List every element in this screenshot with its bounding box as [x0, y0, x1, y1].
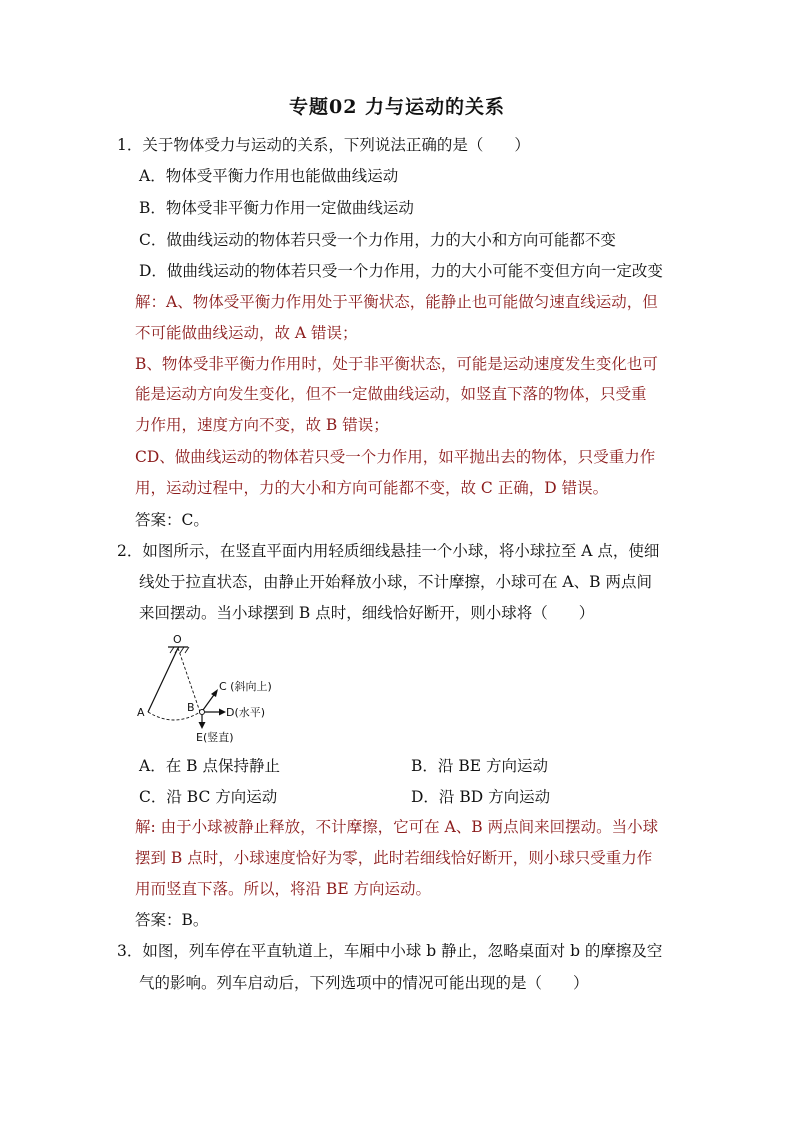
question-1-solution-line: CD、做曲线运动的物体若只受一个力作用，如平抛出去的物体，只受重力作 — [135, 448, 656, 466]
string-line — [148, 648, 178, 712]
question-2-option-d: D．沿 BD 方向运动 — [411, 788, 551, 806]
question-2-solution-line: 用而竖直下落。所以，将沿 BE 方向运动。 — [135, 880, 432, 898]
page-title: 专题02 力与运动的关系 — [288, 96, 506, 118]
question-3-stem-line: 气的影响。列车启动后，下列选项中的情况可能出现的是（ ） — [139, 974, 589, 992]
question-1-option-a: A．物体受平衡力作用也能做曲线运动 — [139, 167, 399, 185]
label-o: O — [173, 633, 182, 646]
question-1-stem: 1．关于物体受力与运动的关系，下列说法正确的是（ ） — [117, 136, 530, 154]
question-1-solution-line: 不可能做曲线运动，故 A 错误； — [135, 324, 358, 342]
question-1-answer: 答案：C。 — [135, 511, 209, 529]
question-1-solution-line: 能是运动方向发生变化，但不一定做曲线运动，如竖直下落的物体，只受重 — [135, 385, 647, 403]
arrow-head-d — [219, 709, 226, 716]
question-1-option-b: B．物体受非平衡力作用一定做曲线运动 — [139, 199, 414, 217]
question-2-stem-line: 2．如图所示，在竖直平面内用轻质细线悬挂一个小球，将小球拉至 A 点，使细 — [117, 542, 660, 560]
question-1-solution-line: 力作用，速度方向不变，故 B 错误； — [135, 416, 389, 434]
question-1-solution-line: B、物体受非平衡力作用时，处于非平衡状态，可能是运动速度发生变化也可 — [135, 355, 658, 373]
question-1-solution-line: 用，运动过程中，力的大小和方向可能都不变，故 C 正确，D 错误。 — [135, 479, 609, 497]
question-2-solution-line: 摆到 B 点时，小球速度恰好为零，此时若细线恰好断开，则小球只受重力作 — [135, 849, 653, 867]
ceiling-hatch — [170, 647, 189, 653]
question-2-option-a: A．在 B 点保持静止 — [139, 757, 280, 775]
question-2-option-b: B．沿 BE 方向运动 — [411, 757, 548, 775]
question-1-option-d: D．做曲线运动的物体若只受一个力作用，力的大小可能不变但方向一定改变 — [139, 262, 663, 280]
question-2-option-c: C．沿 BC 方向运动 — [139, 788, 278, 806]
question-2-stem-line: 来回摆动。当小球摆到 B 点时，细线恰好断开，则小球将（ ） — [139, 604, 595, 622]
label-d: D(水平) — [226, 706, 266, 719]
label-a: A — [137, 706, 145, 719]
question-2-stem-line: 线处于拉直状态，由静止开始释放小球，不计摩擦，小球可在 A、B 两点间 — [139, 573, 652, 591]
pendulum-diagram — [126, 628, 296, 754]
question-2-answer: 答案：B。 — [135, 911, 209, 929]
ball — [200, 710, 205, 715]
arrow-head-c — [211, 689, 218, 697]
label-b: B — [187, 701, 195, 714]
question-1-solution-line: 解：A、物体受平衡力作用处于平衡状态，能静止也可能做匀速直线运动，但 — [135, 293, 658, 311]
question-3-stem-line: 3．如图，列车停在平直轨道上，车厢中小球 b 静止，忽略桌面对 b 的摩擦及空 — [117, 942, 663, 960]
question-2-solution-line: 解: 由于小球被静止释放，不计摩擦，它可在 A、B 两点间来回摆动。当小球 — [135, 818, 659, 836]
label-c: C (斜向上) — [219, 680, 272, 693]
label-e: E(竖直) — [196, 731, 234, 744]
arrow-head-e — [199, 722, 206, 729]
question-1-option-c: C．做曲线运动的物体若只受一个力作用，力的大小和方向可能都不变 — [139, 231, 616, 249]
